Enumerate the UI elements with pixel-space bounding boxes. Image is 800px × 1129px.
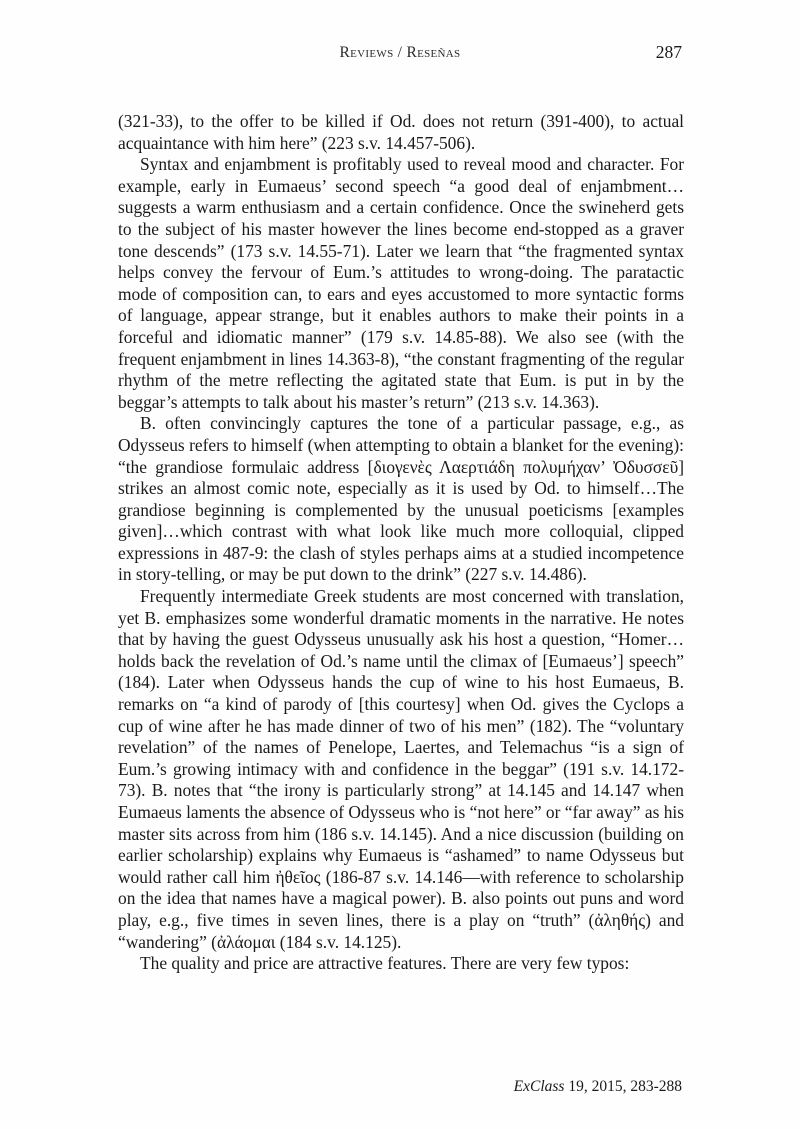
page-footer (118, 1060, 682, 1114)
body-text-column (118, 111, 684, 975)
paragraph-syntax-enjambment: Syntax and enjambment is profitably used to reveal mood and character. For example, early in Eumaeus’ second speech “a good deal of enjambment… suggests a warm enthusiasm and a certain confidence. Once the swineherd gets to the subject of his master however the lines become end-stopped as a graver tone descends” (173 s.v. 14.55-71). Later we learn that “the fragmented syntax helps convey the fervour of Eum.’s attitudes to wrong-doing. The paratactic mode of composition can, to ears and eyes accustomed to more syntactic forms of language, appear strange, but it enables authors to make their points in a forceful and idiomatic manner” (179 s.v. 14.85-88). We also see (with the frequent enjambment in lines 14.363-8), “the constant fragmenting of the regular rhythm of the metre reflecting the agitated state that Eum. is put in by the beggar’s attempts to talk about his master’s return” (213 s.v. 14.363). (118, 154, 684, 412)
running-header (118, 44, 682, 66)
journal-citation: 19, 2015, 283-288 (564, 1078, 682, 1095)
paragraph-quality-price: The quality and price are attractive features. There are very few typos: (140, 953, 630, 974)
paragraph-continued: (321-33), to the offer to be killed if Od. does not return (391-400), to actual acquaintance with him here” (223 s.v. 14.457-506). (118, 111, 684, 153)
page-number: 287 (655, 42, 682, 62)
paragraph-dramatic-moments: Frequently intermediate Greek students are most concerned with translation, yet B. emphasizes some wonderful dramatic moments in the narrative. He notes that by having the guest Odysseus unusually ask his host a question, “Homer…holds back the revelation of Od.’s name until the climax of [Eumaeus’] speech” (184). Later when Odysseus hands the cup of wine to his host Eumaeus, B. remarks on “a kind of parody of [this courtesy] when Od. gives the Cyclops a cup of wine after he has made dinner of two of his men” (182). The “voluntary revelation” of the names of Penelope, Laertes, and Telemachus “is a sign of Eum.’s growing intimacy with and confidence in the beggar” (191 s.v. 14.172-73). B. notes that “the irony is particularly strong” at 14.145 and 14.147 when Eumaeus laments the absence of Odysseus who is “not here” or “far away” as his master sits across from him (186 s.v. 14.145). And a nice discussion (building on earlier scholarship) explains why Eumaeus is “ashamed” to name Odysseus but would rather call him ἠθεῖος (186-87 s.v. 14.146—with reference to scholarship on the idea that names have a magical power). B. also points out puns and word play, e.g., five times in seven lines, there is a play on “truth” (ἀληθής) and “wandering” (ἀλάομαι (184 s.v. 14.125). (118, 586, 684, 952)
journal-name: ExClass (513, 1078, 565, 1095)
paragraph-tone-capture: B. often convincingly captures the tone of a particular passage, e.g., as Odysseus refers to himself (when attempting to obtain a blanket for the evening): “the grandiose formulaic address [διογενὲς Λαερτιάδη πολυμήχαν’ Ὀδυσσεῦ] strikes an almost comic note, especially as it is used by Od. to himself…The grandiose beginning is complemented by the unusual poeticisms [examples given]…which contrast with what look like much more colloquial, clipped expressions in 487-9: the clash of styles perhaps aims at a studied incompetence in story-telling, or may be put down to the drink” (227 s.v. 14.486). (118, 413, 684, 585)
running-header-title: Reviews / Reseñas (339, 44, 461, 61)
